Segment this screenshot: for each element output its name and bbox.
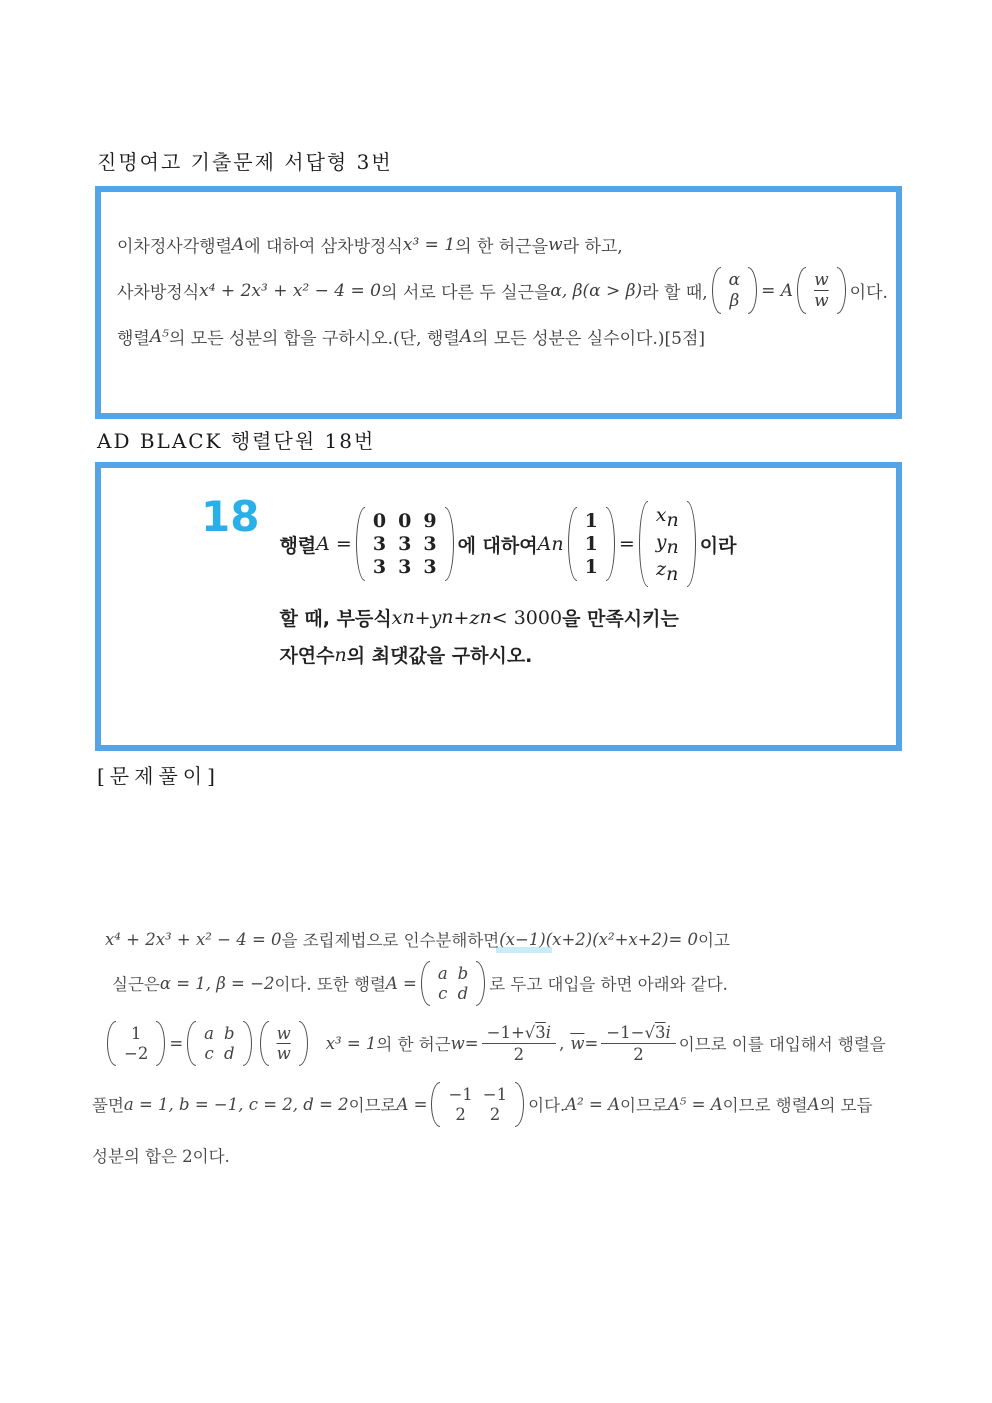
text: 이므로 (620, 1096, 668, 1115)
matrix-cells (652, 501, 683, 586)
sqrt-icon: √ (524, 1022, 536, 1042)
solution-line4 (92, 1076, 970, 1132)
text: 이다. (528, 1096, 566, 1115)
matrix-cell: w (814, 270, 829, 290)
math-var: y (655, 531, 667, 554)
fraction-numerator (601, 1023, 675, 1043)
math-expr: x³ = 1 (325, 1033, 377, 1053)
text: 사차방정식 (117, 283, 200, 303)
matrix-paren-right (243, 1021, 252, 1066)
problem2-box (95, 462, 902, 751)
problem2-title: AD BLACK 행렬단원 18번 (97, 429, 376, 453)
matrix-cells (120, 1021, 152, 1066)
matrix-cell: α (728, 270, 741, 290)
solution-section (90, 924, 970, 1170)
matrix-cell: 1 (130, 1023, 142, 1043)
text: 의 한 허근을 (455, 237, 549, 257)
vector-ones (568, 507, 615, 581)
matrix-cell: 1 (584, 533, 598, 555)
matrix-cell: 3 (398, 533, 412, 555)
vector-xyz (639, 501, 696, 586)
matrix-paren-right (476, 961, 485, 1006)
problem18-line3 (279, 641, 736, 668)
text: 이므로 이를 대입해서 행렬을 (678, 1035, 886, 1054)
matrix-cells (810, 267, 833, 314)
math-A-equals: A = (396, 1094, 428, 1114)
radicand: 3 (654, 1022, 666, 1042)
matrix-paren-right (687, 501, 696, 586)
matrix-cells (273, 1021, 295, 1066)
text: 의 최댓값을 구하시오. (346, 645, 533, 667)
math-var: A (459, 326, 473, 347)
text: 자연수 (279, 645, 335, 667)
matrix-cells (434, 961, 472, 1006)
matrix-paren-left (107, 1021, 116, 1066)
math-var: x (391, 606, 403, 629)
matrix-cell: 9 (423, 510, 437, 532)
math-operator: + (414, 606, 431, 629)
matrix-paren-left (712, 267, 721, 314)
solution-line1 (105, 924, 970, 954)
text: 이고 (698, 931, 730, 950)
matrix-paren-left (260, 1021, 269, 1066)
text: 이므로 행렬 (722, 1096, 808, 1115)
problem1-box (95, 186, 902, 419)
fraction-denominator: 2 (601, 1043, 675, 1064)
math-expr: A⁵ = A (667, 1094, 723, 1114)
math-subscript: n (666, 509, 679, 532)
matrix-cell: c (438, 983, 448, 1003)
matrix-cell: d (457, 983, 469, 1003)
math-A-equals: A = (316, 533, 352, 555)
math-expr: x³ = 1 (402, 234, 456, 255)
text: 행렬 (279, 534, 317, 557)
math-expr: (x−1)(x+2)(x²+x+2)= 0 (499, 929, 699, 949)
math-var: A (807, 1094, 820, 1114)
math-term: −1− (606, 1022, 645, 1042)
text: 할 때, 부등식 (279, 608, 392, 630)
matrix-paren-left (187, 1021, 196, 1066)
problem1-title: 진명여고 기출문제 서답형 3번 (97, 150, 393, 174)
matrix-cells (725, 267, 744, 314)
matrix-cell: 3 (423, 556, 437, 578)
matrix-cell: 3 (423, 533, 437, 555)
matrix-result (431, 1082, 524, 1127)
math-subscript: n (666, 535, 679, 558)
text: 성분의 합은 2이다. (92, 1147, 230, 1166)
problem1-line1 (117, 232, 884, 257)
matrix-cell: a (204, 1023, 214, 1043)
math-subscript: n (402, 606, 415, 628)
matrix-cells (581, 507, 602, 581)
matrix-paren-left (639, 501, 648, 586)
text: 풀면 (92, 1096, 124, 1115)
matrix-cell: 1 (584, 510, 598, 532)
text: 이다. 또한 행렬 (274, 975, 386, 994)
matrix-cell: 3 (372, 533, 387, 555)
problem1-line3 (117, 324, 884, 349)
problem18-line2 (279, 604, 736, 631)
text: 실근은 (112, 975, 160, 994)
matrix-cell: c (204, 1043, 214, 1063)
solution-line3 (103, 1012, 970, 1074)
matrix-cell (656, 531, 679, 557)
text: 을 조립제법으로 인수분해하면 (281, 931, 500, 950)
text: 에 대하여 삼차방정식 (244, 237, 403, 257)
problem1-line2 (117, 267, 888, 314)
matrix-paren-left (421, 961, 430, 1006)
text: 의 모든 성분의 합을 구하시오.(단, 행렬 (168, 329, 460, 349)
solution-line2 (112, 956, 970, 1010)
text: 라 하고, (562, 237, 623, 257)
vector-1-neg2 (107, 1021, 165, 1066)
matrix-A (356, 507, 454, 581)
matrix-cells (444, 1082, 511, 1127)
math-var: w (548, 234, 563, 255)
matrix-cell: b (457, 963, 469, 983)
matrix-cells (369, 507, 441, 581)
comma: , (559, 1033, 565, 1053)
sqrt-icon: √ (644, 1022, 655, 1042)
matrix-cell: d (224, 1043, 235, 1063)
text: 로 두고 대입을 하면 아래와 같다. (489, 975, 728, 994)
math-var: A (231, 234, 245, 255)
text: 이므로 (348, 1096, 397, 1115)
text: 의 서로 다른 두 실근을 (381, 283, 551, 303)
matrix-cell: b (224, 1023, 235, 1043)
vector-alpha-beta (712, 267, 757, 314)
math-var: y (430, 606, 442, 629)
problem18 (101, 492, 886, 668)
math-var: i (545, 1022, 552, 1042)
math-expr: x⁴ + 2x³ + x² − 4 = 0 (105, 929, 282, 949)
vector-w-wbar (260, 1021, 308, 1066)
math-expr: α, β(α > β) (550, 280, 643, 301)
matrix-cell: −1 (482, 1084, 508, 1104)
solution-line5 (92, 1140, 970, 1170)
text: 을 만족시키는 (562, 608, 679, 630)
math-expr: A² = A (565, 1094, 621, 1114)
matrix-cell: 0 (372, 510, 387, 532)
text: 의 모든 성분은 실수이다.)[5점] (472, 329, 706, 349)
matrix-cell: 2 (489, 1104, 501, 1124)
matrix-cells (200, 1021, 238, 1066)
matrix-cell: 2 (455, 1104, 466, 1124)
text: 이다. (849, 283, 888, 303)
solution-heading: [문제풀이] (97, 764, 220, 788)
vector-w-wbar (797, 267, 846, 314)
math-equals: = (618, 533, 635, 555)
matrix-paren-left (797, 267, 806, 314)
matrix-paren-right (837, 267, 846, 314)
math-equals: = (584, 1033, 599, 1053)
radicand: 3 (535, 1022, 546, 1042)
matrix-cell: β (729, 291, 740, 311)
matrix-paren-right (748, 267, 757, 314)
problem18-body (279, 496, 736, 668)
matrix-cell: 0 (398, 510, 412, 532)
math-A-equals: A = (385, 973, 417, 993)
text: 행렬 (117, 329, 150, 349)
matrix-abcd (187, 1021, 251, 1066)
matrix-paren-right (515, 1082, 524, 1127)
matrix-paren-right (156, 1021, 165, 1066)
matrix-cell: 3 (398, 556, 412, 578)
text: 의 한 허근 (376, 1035, 451, 1054)
math-operator: + (453, 606, 470, 629)
math-var: z (469, 606, 480, 629)
matrix-paren-left (568, 507, 577, 581)
matrix-abcd (421, 961, 485, 1006)
math-subscript: n (441, 606, 454, 628)
math-var: x (655, 504, 667, 527)
math-var: z (656, 557, 667, 580)
text: 의 모듭 (819, 1096, 873, 1115)
problem18-line1 (279, 496, 736, 592)
matrix-cell: 1 (584, 556, 598, 578)
math-equals: = (169, 1033, 184, 1053)
text: 라 할 때, (642, 283, 708, 303)
math-var: A (537, 533, 552, 555)
fraction-numerator (482, 1023, 556, 1043)
math-expr: a = 1, b = −1, c = 2, d = 2 (123, 1094, 349, 1114)
matrix-paren-right (445, 507, 454, 581)
math-var: w (450, 1033, 465, 1053)
math-expr: x⁴ + 2x³ + x² − 4 = 0 (199, 280, 381, 301)
text: 이라 (699, 534, 737, 557)
math-expr: α = 1, β = −2 (159, 973, 275, 993)
math-subscript: n (479, 606, 492, 628)
matrix-cell: −1 (448, 1084, 473, 1104)
matrix-cell: 3 (372, 556, 387, 578)
math-subscript: n (666, 562, 679, 585)
problem-number: 18 (201, 492, 260, 541)
math-equals-A: = A (761, 280, 794, 301)
matrix-paren-right (299, 1021, 308, 1066)
math-expr: A⁵ (149, 326, 169, 347)
math-var-wbar: $\overline{w}$ (570, 1033, 585, 1053)
text: 이차정사각행렬 (117, 237, 232, 257)
matrix-cell (656, 558, 678, 584)
math-var: i (665, 1022, 671, 1042)
matrix-cell: a (437, 963, 448, 983)
matrix-paren-left (431, 1082, 440, 1127)
matrix-paren-right (606, 507, 615, 581)
fraction-wbar (601, 1023, 675, 1064)
text: 에 대하여 (457, 534, 538, 557)
math-term: −1+ (486, 1022, 525, 1042)
math-exponent: n (551, 532, 564, 555)
fraction-denominator: 2 (482, 1043, 556, 1064)
fraction-w (482, 1023, 556, 1064)
matrix-cell (656, 504, 679, 530)
matrix-paren-left (356, 507, 365, 581)
matrix-cell: −2 (124, 1043, 149, 1063)
matrix-cell: w (276, 1023, 291, 1043)
math-inequality: < 3000 (491, 606, 563, 629)
matrix-cell-wbar: $\overline{w}$ (814, 291, 829, 311)
math-var: n (334, 643, 347, 666)
math-equals: = (464, 1033, 479, 1053)
matrix-cell-wbar: $\overline{w}$ (276, 1043, 291, 1063)
